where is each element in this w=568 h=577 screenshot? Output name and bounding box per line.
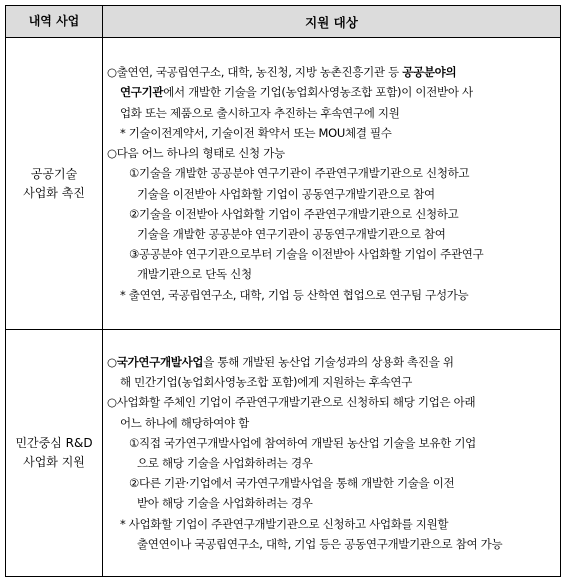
text-line: 기술을 이전받아 사업화할 기업이 공동연구개발기관으로 참여 bbox=[137, 186, 435, 201]
text-line: 기술을 개발한 공공분야 연구기관이 공동연구개발기관으로 참여 bbox=[137, 226, 446, 241]
bold-text: 공공분야의 bbox=[402, 65, 457, 80]
bold-text: 연구기관 bbox=[120, 85, 164, 100]
text-span: ○출연연, 국공립연구소, 대학, 농진청, 지방 농촌진흥기관 등 bbox=[107, 65, 403, 80]
text-line: ○다음 어느 하나의 형태로 신청 가능 bbox=[107, 146, 285, 161]
numbered-item: ②기술을 이전받아 사업화할 기업이 주관연구개발기관으로 신청하고 bbox=[129, 206, 459, 221]
table-row bbox=[6, 38, 561, 330]
text-line bbox=[107, 62, 554, 82]
numbered-item: ①직접 국가연구개발사업에 참여하여 개발된 농산업 기술을 보유한 기업 bbox=[129, 435, 476, 450]
program-name-cell bbox=[6, 330, 103, 577]
table-row bbox=[6, 330, 561, 577]
text-line: 해 민간기업(농업회사영농조합 포함)에게 지원하는 후속연구 bbox=[120, 375, 413, 390]
text-line: ○사업화할 주체인 기업이 주관연구개발기관으로 신청하되 해당 기업은 아래 bbox=[107, 395, 476, 410]
header-program: 내역 사업 bbox=[6, 6, 103, 38]
bold-text: 국가연구개발사업 bbox=[116, 354, 204, 369]
numbered-item: ③공공분야 연구기관으로부터 기술을 이전받아 사업화할 기업이 주관연구 bbox=[129, 247, 484, 262]
text-line bbox=[107, 82, 554, 102]
text-line: 어느 하나에 해당하여야 함 bbox=[120, 415, 249, 430]
text-line: 업화 또는 제품으로 출시하고자 추진하는 후속연구에 지원 bbox=[120, 105, 400, 120]
target-description-cell bbox=[103, 330, 561, 577]
numbered-item: ②다른 기관·기업에서 국가연구개발사업을 통해 개발한 기술을 이전 bbox=[129, 476, 455, 491]
header-target: 지원 대상 bbox=[103, 6, 561, 38]
text-span: 에서 개발한 기술을 기업(농업회사영농조합 포함)이 이전받아 사 bbox=[163, 85, 473, 100]
program-name-cell bbox=[6, 38, 103, 330]
text-line: 으로 해당 기술을 사업화하려는 경우 bbox=[137, 456, 313, 470]
text-line: 출연연이나 국공립연구소, 대학, 기업 등은 공동연구개발기관으로 참여 가능 bbox=[137, 536, 503, 551]
note-line: * 사업화할 기업이 주관연구개발기관으로 신청하고 사업화를 지원할 bbox=[120, 516, 449, 531]
header-row bbox=[6, 6, 561, 38]
note-line: * 출연연, 국공립연구소, 대학, 기업 등 산학연 협업으로 연구팀 구성가능 bbox=[120, 287, 469, 302]
numbered-item: ①기술을 개발한 공공분야 연구기관이 주관연구개발기관으로 신청하고 bbox=[129, 166, 470, 181]
program-name: 사업화 지원 bbox=[23, 455, 85, 469]
program-name: 사업화 촉진 bbox=[23, 185, 85, 200]
note-line: * 기술이전계약서, 기술이전 확약서 또는 MOU체결 필수 bbox=[120, 125, 392, 140]
support-table bbox=[5, 5, 561, 577]
program-name: 민간중심 R&D bbox=[15, 436, 93, 450]
program-name: 공공기술 bbox=[30, 166, 78, 181]
text-line: 개발기관으로 단독 신청 bbox=[137, 267, 252, 282]
target-description-cell bbox=[103, 38, 561, 330]
text-line: 받아 해당 기술을 사업화하려는 경우 bbox=[137, 496, 313, 511]
text-span: 을 통해 개발된 농산업 기술성과의 상용화 촉진을 위 bbox=[203, 354, 454, 369]
text-line bbox=[107, 352, 554, 372]
text-span: ○ bbox=[107, 354, 117, 369]
